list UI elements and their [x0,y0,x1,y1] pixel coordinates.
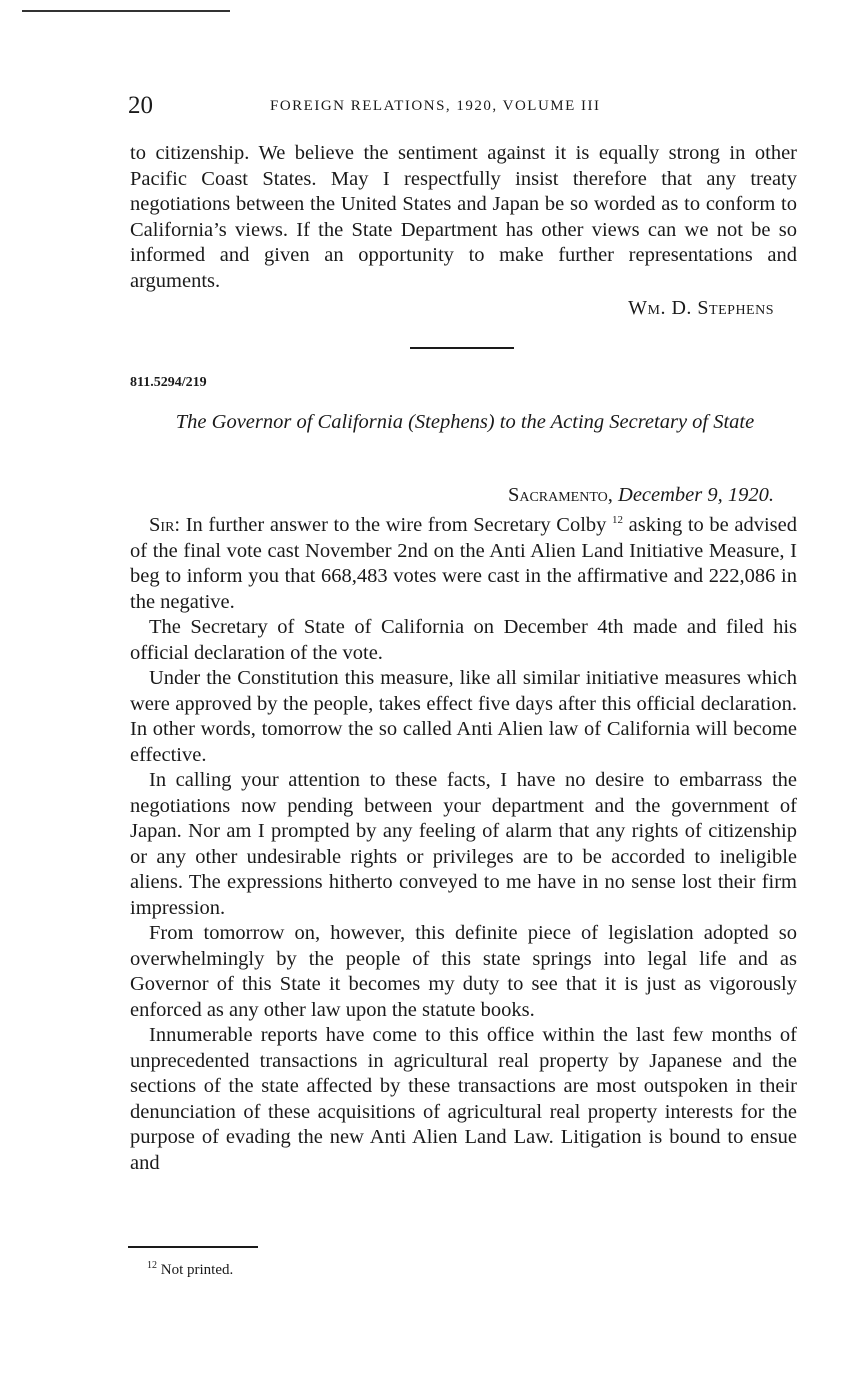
salutation: Sir: [149,514,181,536]
paragraph-text-after-ref: asking to be advised of the final vote cast November 2nd on the Anti Alien Land Initiative Measure, I beg to inform you that 668,483 votes were cast in the affirmative and 222,086 in the negative. [130,514,797,613]
file-number: 811.5294/219 [130,375,207,390]
footnote [147,1262,233,1279]
footnote-marker: 12 [147,1260,157,1271]
footnote-text: Not printed. [160,1262,234,1278]
paragraph-text-before-ref: In further answer to the wire from Secretary Colby [185,514,607,536]
continuation-paragraph: to citizenship. We believe the sentiment against it is equally strong in other Pacific Coast States. May I respectfully insist therefore that any treaty negotiations between the United States and Japan be so worded as to conform to California’s views. If the State Department has other views can we not be so informed and given an opportunity to make further representations and arguments. [130,142,797,292]
dateline [508,484,774,507]
letter-body [130,513,797,1176]
page-number: 20 [128,92,153,119]
letter-paragraph: Under the Constitution this measure, like all similar initiative measures which were approved by the people, takes effect five days after this official declaration. In other words, tomorrow the so called Anti Alien law of California will become effective. [130,667,797,766]
letter-paragraph [130,513,797,615]
section-divider [410,347,514,349]
letter-paragraph: The Secretary of State of California on December 4th made and filed his official declaration of the vote. [130,616,797,664]
footnote-rule [128,1246,258,1248]
signature: Wm. D. Stephens [628,297,774,319]
document-title: The Governor of California (Stephens) to the Acting Secretary of State [175,411,755,433]
letter-paragraph: From tomorrow on, however, this definite piece of legislation adopted so overwhelmingly by the people of this state springs into legal life and as Governor of this State it becomes my duty to see that it is just as vigorously enforced as any other law upon the statute books. [130,922,797,1021]
dateline-place: Sacramento, [507,484,613,506]
continuation-text [130,141,797,294]
letter-paragraph: In calling your attention to these facts, I have no desire to embarrass the negotiations now pending between your department and the government of Japan. Nor am I prompted by any feeling of alarm that any rights of citizenship or any other undesirable rights or privileges are to be accorded to ineligible aliens. The expressions hitherto conveyed to me have in no sense lost their firm impression. [130,769,797,919]
top-edge-rule [22,10,230,12]
letter-paragraph: Innumerable reports have come to this office within the last few months of unprecedented transactions in agricultural real property by Japanese and the sections of the state affected by these transactions are most outspoken in their denunciation of these acquisitions of agricultural real property interests for the purpose of evading the new Anti Alien Land Law. Litigation is bound to ensue and [130,1024,797,1174]
footnote-reference[interactable]: 12 [612,514,624,527]
running-head: FOREIGN RELATIONS, 1920, VOLUME III [270,98,601,114]
dateline-date: December 9, 1920. [618,484,774,506]
